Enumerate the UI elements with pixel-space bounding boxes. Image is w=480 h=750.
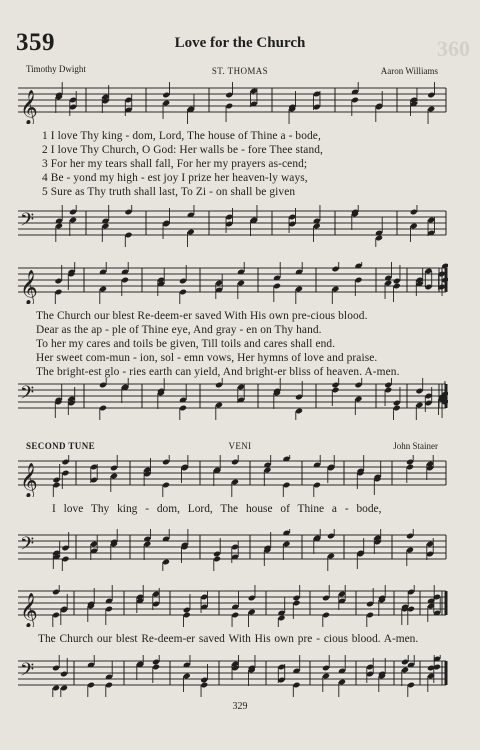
verse-5-line-1: 5 Sure as Thy truth shall last, To Zi - on shall be given — [42, 186, 296, 198]
second-tune-line-1: I love Thy king - dom, Lord, The house of Thine a - bode, — [52, 503, 382, 515]
treble-clef-icon: 𝄞 — [20, 270, 38, 304]
bass-clef-icon: 𝄢 — [20, 383, 35, 408]
verse-4-line-1: 4 Be - yond my high - est joy I prize her heaven-ly ways, — [42, 172, 308, 184]
treble-staff-1 — [14, 82, 448, 124]
treble-clef-icon: 𝄞 — [20, 463, 38, 497]
second-tune-composer: John Stainer — [393, 441, 438, 451]
treble-clef-icon: 𝄞 — [20, 90, 38, 124]
verse-3-line-1: 3 For her my tears shall fall, For her my prayers as-cend; — [42, 158, 308, 170]
verse-1-line-1: 1 I love Thy king - dom, Lord, The house of Thine a - bode, — [42, 130, 321, 142]
hymn-number: 359 — [16, 29, 55, 56]
treble-staff-4 — [14, 585, 448, 627]
bass-staff-4 — [14, 655, 448, 697]
verse-5-line-2: The bright-est glo - ries earth can yield, And bright-er bliss of heaven. A-men. — [36, 366, 400, 378]
verse-3-line-2: To her my cares and toils be given, Till toils and cares shall end. — [36, 338, 336, 350]
bass-clef-icon: 𝄢 — [20, 210, 35, 235]
bleed-through-number: 360 — [437, 36, 470, 61]
bass-clef-icon: 𝄢 — [20, 660, 35, 685]
composer: Aaron Williams — [380, 66, 438, 76]
treble-staff-3 — [14, 455, 448, 497]
page-number: 329 — [232, 701, 248, 712]
bass-clef-icon: 𝄢 — [20, 534, 35, 559]
verse-1-line-2: The Church our blest Re-deem-er saved With His own pre-cious blood. — [36, 310, 368, 322]
verse-2-line-1: 2 I love Thy Church, O God: Her walls be - fore Thee stand, — [42, 144, 323, 156]
tune-name: ST. THOMAS — [211, 66, 269, 76]
bass-staff-2 — [14, 378, 448, 420]
treble-clef-icon: 𝄞 — [20, 593, 38, 627]
second-tune-name: VENI — [228, 441, 252, 451]
bass-staff-1 — [14, 205, 448, 247]
bass-staff-3 — [14, 529, 448, 571]
verse-2-line-2: Dear as the ap - ple of Thine eye, And gray - en on Thy hand. — [36, 324, 322, 336]
second-tune-label: SECOND TUNE — [26, 441, 95, 451]
treble-staff-2 — [14, 262, 448, 304]
second-tune-line-2: The Church our blest Re-deem-er saved With His own pre - cious blood. A-men. — [38, 633, 419, 645]
verse-4-line-2: Her sweet com-mun - ion, sol - emn vows, Her hymns of love and praise. — [36, 352, 378, 364]
hymn-title: Love for the Church — [174, 35, 306, 51]
author: Timothy Dwight — [26, 64, 86, 74]
